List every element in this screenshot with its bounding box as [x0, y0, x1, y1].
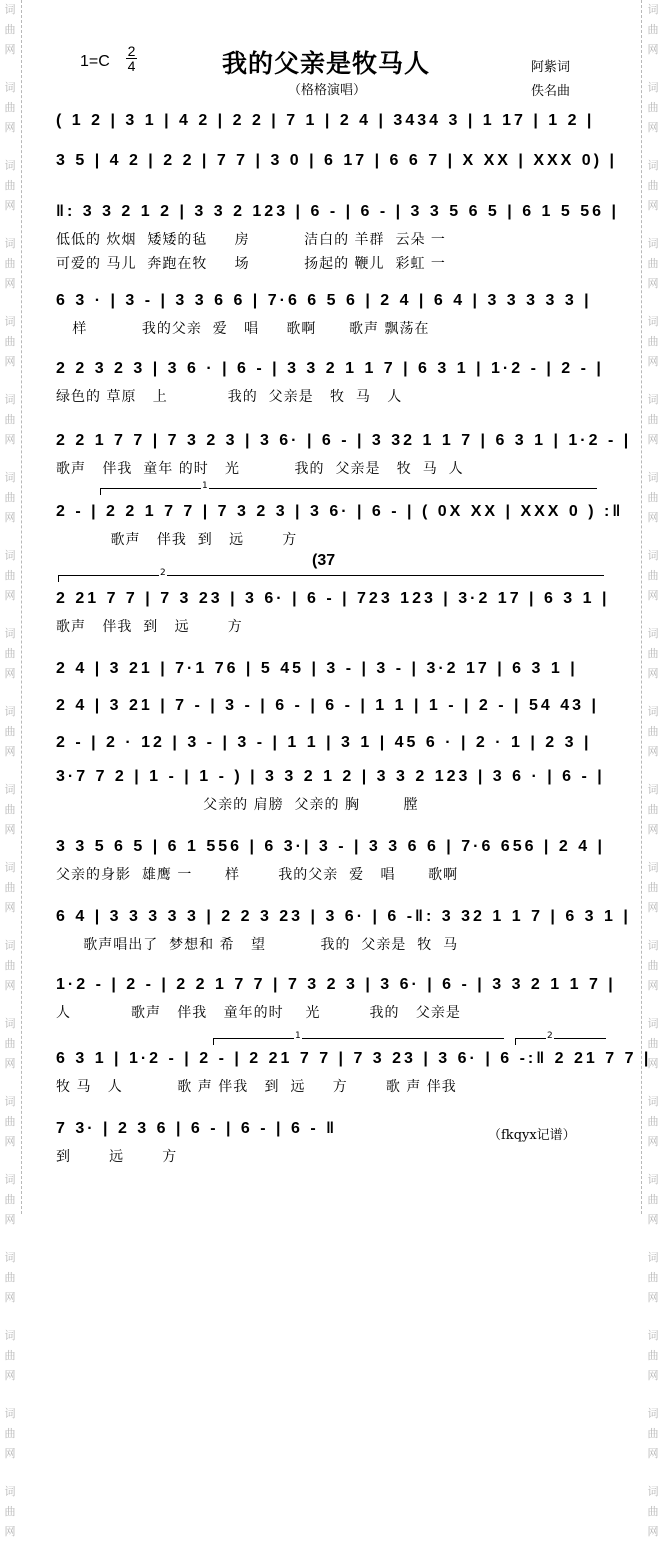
- song-title: 我的父亲是牧马人: [222, 49, 431, 78]
- watermark-char: 网: [4, 1291, 16, 1304]
- watermark-char: 网: [647, 1057, 659, 1070]
- watermark-char: 网: [647, 511, 659, 524]
- score-line-9: [56, 660, 604, 678]
- notes: 3 3 5 6 5 | 6 1 556 | 6 3·| 3 - | 3 3 6 6 | 7·6 656 | 2 4 |: [56, 838, 606, 855]
- watermark-char: 词: [647, 393, 659, 406]
- score-line-7: [56, 503, 624, 549]
- score-line-10: [56, 697, 604, 715]
- watermark-char: 曲: [4, 1037, 16, 1050]
- watermark-char: 曲: [647, 257, 659, 270]
- watermark-char: 曲: [4, 1271, 16, 1284]
- volta-bracket-1: 1: [100, 488, 597, 495]
- score-line-16: [56, 1050, 652, 1096]
- watermark-char: 曲: [647, 491, 659, 504]
- watermark-char: 词: [647, 237, 659, 250]
- notes: 2 - | 2 2 1 7 7 | 7 3 2 3 | 3 6· | 6 - | ( 0X XX | XXX 0 ) :‖: [56, 503, 624, 520]
- score-line-12: [56, 768, 604, 814]
- watermark-char: 曲: [647, 335, 659, 348]
- watermark-char: 词: [647, 471, 659, 484]
- watermark-char: 曲: [647, 803, 659, 816]
- watermark-char: 网: [647, 1369, 659, 1382]
- score-line-3: [56, 203, 619, 273]
- watermark-char: 词: [4, 1407, 16, 1420]
- watermark-char: 网: [647, 43, 659, 56]
- lyricist: 阿紫词: [531, 60, 571, 75]
- score-line-2: [56, 152, 617, 170]
- watermark-char: 网: [4, 433, 16, 446]
- watermark-char: 网: [4, 121, 16, 134]
- watermark-char: 网: [647, 1291, 659, 1304]
- watermark-char: 曲: [4, 1115, 16, 1128]
- watermark-char: 词: [647, 861, 659, 874]
- watermark-char: 词: [4, 1251, 16, 1264]
- score-line-8: [56, 590, 610, 636]
- score-line-11: [56, 734, 604, 752]
- watermark-char: 网: [4, 667, 16, 680]
- watermark-char: 网: [4, 823, 16, 836]
- watermark-char: 词: [4, 81, 16, 94]
- watermark-char: 网: [647, 1447, 659, 1460]
- volta-bracket-3: 1: [213, 1038, 504, 1045]
- watermark-char: 词: [4, 549, 16, 562]
- watermark-char: 网: [647, 823, 659, 836]
- volta-bracket-4: 2: [515, 1038, 606, 1045]
- score-line-13: [56, 838, 604, 884]
- watermark-char: 词: [4, 939, 16, 952]
- watermark-char: 曲: [4, 257, 16, 270]
- watermark-char: 词: [647, 1407, 659, 1420]
- lyric: 歌声唱出了 梦想和 希 望 我的 父亲是 牧 马: [56, 937, 459, 953]
- watermark-char: 曲: [4, 881, 16, 894]
- watermark-char: 词: [4, 1095, 16, 1108]
- watermark-char: 词: [647, 705, 659, 718]
- watermark-char: 网: [4, 1369, 16, 1382]
- watermark-char: 曲: [647, 413, 659, 426]
- time-signature-top: 2: [127, 43, 136, 59]
- notes: 6 3 · | 3 - | 3 3 6 6 | 7·6 6 5 6 | 2 4 | 6 4 | 3 3 3 3 3 |: [56, 292, 592, 309]
- notes: 6 4 | 3 3 3 3 3 | 2 2 3 23 | 3 6· | 6 -‖: 3 32 1 1 7 | 6 3 1 |: [56, 908, 631, 925]
- watermark-char: 网: [4, 979, 16, 992]
- score-line-1: [56, 112, 604, 130]
- watermark-char: 曲: [647, 1505, 659, 1518]
- watermark-char: 曲: [4, 725, 16, 738]
- notes: ( 1 2 | 3 1 | 4 2 | 2 2 | 7 1 | 2 4 | 3434 3 | 1 17 | 1 2 |: [56, 112, 595, 129]
- watermark-char: 网: [647, 667, 659, 680]
- score-line-14: [56, 908, 631, 954]
- lyric: 牧 马 人 歌 声 伴我 到 远 方 歌 声 伴我: [56, 1079, 457, 1095]
- watermark-char: 网: [647, 1525, 659, 1538]
- watermark-char: 网: [647, 199, 659, 212]
- left-watermark: [0, 0, 20, 1560]
- watermark-char: 词: [647, 783, 659, 796]
- watermark-char: 词: [647, 3, 659, 16]
- volta-bracket-2: 2: [58, 575, 604, 582]
- watermark-char: 词: [647, 315, 659, 328]
- watermark-char: 网: [647, 355, 659, 368]
- lyric: 歌声 伴我 到 远 方: [56, 532, 298, 548]
- watermark-char: 曲: [647, 647, 659, 660]
- watermark-char: 词: [4, 237, 16, 250]
- time-signature-bottom: 4: [127, 58, 136, 74]
- notes: 2 2 3 2 3 | 3 6 · | 6 - | 3 3 2 1 1 7 | 6 3 1 | 1·2 - | 2 - |: [56, 360, 604, 377]
- watermark-char: 词: [647, 1329, 659, 1342]
- notes: 2 4 | 3 21 | 7 - | 3 - | 6 - | 6 - | 1 1 | 1 - | 2 - | 54 43 |: [56, 697, 599, 714]
- watermark-char: 词: [4, 1173, 16, 1186]
- right-margin-line: [641, 0, 642, 1214]
- watermark-char: 曲: [647, 1271, 659, 1284]
- watermark-char: 网: [647, 433, 659, 446]
- watermark-char: 网: [4, 745, 16, 758]
- time-signature: [126, 44, 137, 73]
- watermark-char: 曲: [4, 179, 16, 192]
- watermark-char: 词: [4, 783, 16, 796]
- watermark-char: 词: [647, 939, 659, 952]
- watermark-char: 网: [4, 589, 16, 602]
- watermark-char: 词: [647, 1095, 659, 1108]
- lyric: 父亲的身影 雄鹰 一 样 我的父亲 爱 唱 歌啊: [56, 867, 459, 883]
- watermark-char: 曲: [647, 881, 659, 894]
- notes: 2 21 7 7 | 7 3 23 | 3 6· | 6 - | 723 123 | 3·2 17 | 6 3 1 |: [56, 590, 610, 607]
- watermark-char: 网: [4, 511, 16, 524]
- watermark-char: 词: [4, 627, 16, 640]
- watermark-char: 网: [4, 43, 16, 56]
- watermark-char: 网: [4, 1057, 16, 1070]
- watermark-char: 网: [647, 901, 659, 914]
- watermark-char: 曲: [647, 101, 659, 114]
- lyric: 样 我的父亲 爱 唱 歌啊 歌声 飘荡在: [56, 321, 430, 337]
- watermark-char: 曲: [4, 491, 16, 504]
- watermark-char: 词: [4, 393, 16, 406]
- notes: 7 3· | 2 3 6 | 6 - | 6 - | 6 - ‖: [56, 1120, 338, 1137]
- watermark-char: 曲: [4, 335, 16, 348]
- score-line-5: [56, 360, 604, 406]
- watermark-char: 网: [4, 355, 16, 368]
- transcriber-note: （fkqyx记谱）: [488, 1128, 576, 1143]
- watermark-char: 曲: [4, 23, 16, 36]
- right-watermark: [643, 0, 662, 1560]
- notes: 1·2 - | 2 - | 2 2 1 7 7 | 7 3 2 3 | 3 6· | 6 - | 3 3 2 1 1 7 |: [56, 976, 616, 993]
- performer: （格格演唱）: [288, 83, 367, 98]
- watermark-char: 网: [4, 1213, 16, 1226]
- watermark-char: 网: [647, 1135, 659, 1148]
- composer: 佚名曲: [531, 84, 571, 99]
- watermark-char: 曲: [4, 803, 16, 816]
- watermark-char: 词: [647, 81, 659, 94]
- notes: 6 3 1 | 1·2 - | 2 - | 2 21 7 7 | 7 3 23 | 3 6· | 6 -:‖ 2 21 7 7 |: [56, 1050, 652, 1067]
- notes: 3 5 | 4 2 | 2 2 | 7 7 | 3 0 | 6 17 | 6 6 7 | X XX | XXX 0) |: [56, 152, 617, 169]
- left-margin-line: [21, 0, 22, 1214]
- watermark-char: 曲: [647, 1349, 659, 1362]
- score-line-4: [56, 292, 604, 338]
- watermark-char: 词: [647, 627, 659, 640]
- watermark-char: 曲: [4, 647, 16, 660]
- watermark-char: 网: [4, 901, 16, 914]
- watermark-char: 曲: [4, 959, 16, 972]
- notes: 2 4 | 3 21 | 7·1 76 | 5 45 | 3 - | 3 - | 3·2 17 | 6 3 1 |: [56, 660, 578, 677]
- lyric-verse-2: 可爱的 马儿 奔跑在牧 场 扬起的 鞭儿 彩虹 一: [56, 256, 446, 272]
- lyric: 歌声 伴我 到 远 方: [56, 619, 243, 635]
- lyric: 歌声 伴我 童年 的时 光 我的 父亲是 牧 马 人: [56, 461, 464, 477]
- watermark-char: 曲: [647, 1193, 659, 1206]
- watermark-char: 词: [647, 1251, 659, 1264]
- watermark-char: 曲: [647, 23, 659, 36]
- watermark-char: 词: [647, 1173, 659, 1186]
- watermark-char: 网: [647, 277, 659, 290]
- watermark-char: 曲: [647, 1037, 659, 1050]
- watermark-char: 网: [647, 1213, 659, 1226]
- score-line-6: [56, 432, 632, 478]
- watermark-char: 网: [647, 589, 659, 602]
- notes: ‖: 3 3 2 1 2 | 3 3 2 123 | 6 - | 6 - | 3 3 5 6 5 | 6 1 5 56 |: [56, 203, 619, 220]
- score-line-15: [56, 976, 616, 1022]
- watermark-char: 词: [4, 315, 16, 328]
- watermark-char: 网: [647, 745, 659, 758]
- watermark-char: 词: [4, 3, 16, 16]
- watermark-char: 词: [647, 159, 659, 172]
- watermark-char: 曲: [647, 1427, 659, 1440]
- watermark-char: 网: [4, 277, 16, 290]
- watermark-char: 网: [4, 199, 16, 212]
- watermark-char: 曲: [4, 413, 16, 426]
- watermark-char: 词: [4, 1485, 16, 1498]
- watermark-char: 词: [4, 705, 16, 718]
- watermark-char: 曲: [647, 569, 659, 582]
- lyric-verse-1: 低低的 炊烟 矮矮的毡 房 洁白的 羊群 云朵 一: [56, 232, 446, 248]
- watermark-char: 词: [4, 1329, 16, 1342]
- watermark-char: 词: [4, 1017, 16, 1030]
- watermark-char: 词: [4, 861, 16, 874]
- notes: 2 2 1 7 7 | 7 3 2 3 | 3 6· | 6 - | 3 32 1 1 7 | 6 3 1 | 1·2 - |: [56, 432, 632, 449]
- watermark-char: 词: [4, 159, 16, 172]
- watermark-char: 曲: [4, 101, 16, 114]
- watermark-char: 曲: [4, 1193, 16, 1206]
- watermark-char: 曲: [647, 179, 659, 192]
- watermark-char: 网: [4, 1135, 16, 1148]
- watermark-char: 词: [4, 471, 16, 484]
- watermark-char: 词: [647, 549, 659, 562]
- watermark-char: 曲: [4, 1505, 16, 1518]
- notes: 2 - | 2 · 12 | 3 - | 3 - | 1 1 | 3 1 | 45 6 · | 2 · 1 | 2 3 |: [56, 734, 592, 751]
- watermark-char: 网: [647, 121, 659, 134]
- interlude-start: (37: [312, 552, 336, 569]
- watermark-char: 曲: [4, 1349, 16, 1362]
- watermark-char: 网: [647, 979, 659, 992]
- lyric: 到 远 方: [56, 1149, 178, 1165]
- watermark-char: 词: [647, 1017, 659, 1030]
- lyric: 父亲的 肩膀 父亲的 胸 膛: [56, 797, 419, 813]
- watermark-char: 网: [4, 1447, 16, 1460]
- notes: 3·7 7 2 | 1 - | 1 - ) | 3 3 2 1 2 | 3 3 2 123 | 3 6 · | 6 - |: [56, 768, 605, 785]
- watermark-char: 曲: [4, 1427, 16, 1440]
- key-signature: 1=C: [80, 53, 110, 70]
- watermark-char: 曲: [647, 725, 659, 738]
- watermark-char: 词: [647, 1485, 659, 1498]
- watermark-char: 曲: [4, 569, 16, 582]
- lyric: 人 歌声 伴我 童年的时 光 我的 父亲是: [56, 1005, 461, 1021]
- watermark-char: 曲: [647, 1115, 659, 1128]
- lyric: 绿色的 草原 上 我的 父亲是 牧 马 人: [56, 389, 403, 405]
- watermark-char: 曲: [647, 959, 659, 972]
- watermark-char: 网: [4, 1525, 16, 1538]
